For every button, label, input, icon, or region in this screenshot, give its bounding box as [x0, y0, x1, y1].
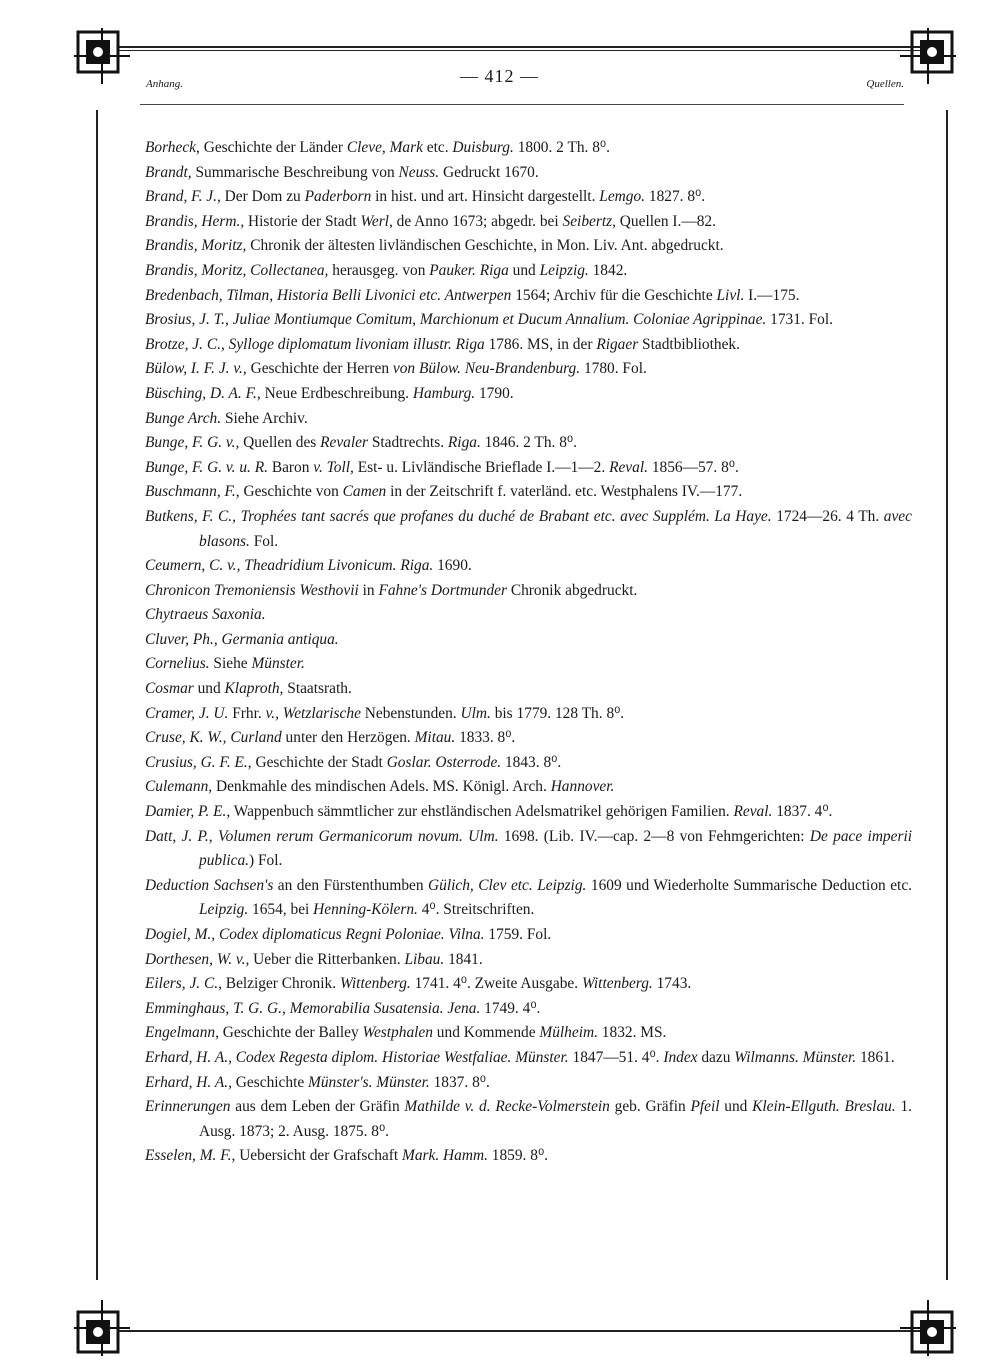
- entry-italic-segment: Paderborn: [304, 188, 372, 206]
- entry-text-segment: Belziger Chronik.: [221, 975, 340, 993]
- entry-italic-segment: Mathilde v. d. Recke-Volmerstein: [404, 1098, 610, 1116]
- entry-italic-segment: Wittenberg.: [339, 975, 411, 993]
- entry-italic-segment: Klein-Ellguth. Breslau.: [752, 1098, 896, 1116]
- entry-text-segment: 1837. 8⁰.: [429, 1073, 490, 1091]
- bibliography-entry: [145, 825, 912, 874]
- entry-text-segment: und: [719, 1098, 753, 1116]
- entry-italic-segment: Leipzig.: [539, 261, 589, 279]
- entry-italic-segment: Wilmanns. Münster.: [734, 1048, 857, 1066]
- entry-text-segment: Est- u. Livländische Brieflade I.—1—2.: [353, 458, 610, 476]
- frame-right-line: [946, 110, 948, 1280]
- entry-italic-segment: Cornelius.: [145, 655, 210, 673]
- entry-italic-segment: Gülich, Clev etc. Leipzig.: [428, 876, 587, 894]
- bibliography-entry: [145, 1095, 912, 1144]
- frame-left-line: [96, 110, 98, 1280]
- entry-text-segment: 1780. Fol.: [580, 360, 647, 378]
- entry-text-segment: 1731. Fol.: [766, 311, 833, 329]
- entry-italic-segment: Culemann,: [145, 778, 213, 796]
- frame-bottom-line: [118, 1330, 930, 1332]
- entry-italic-segment: Buschmann, F.,: [145, 483, 240, 501]
- entry-italic-segment: Brandis, Moritz, Collectanea,: [145, 261, 329, 279]
- bibliography-entry: [145, 579, 912, 604]
- bibliography-entry: [145, 1021, 912, 1046]
- entry-italic-segment: Erhard, H. A., Codex Regesta diplom. Historiae Westfaliae. Münster.: [145, 1048, 569, 1066]
- entry-text-segment: 1832. MS.: [597, 1024, 667, 1042]
- entry-text-segment: 1837. 4⁰.: [772, 803, 833, 821]
- entry-text-segment: Neue Erdbeschreibung.: [260, 384, 413, 402]
- corner-ornament-icon: [70, 1296, 134, 1360]
- entry-text-segment: geb. Gräfin: [609, 1098, 691, 1116]
- entry-text-segment: Denkmahle des mindischen Adels. MS. Königl. Arch.: [212, 778, 551, 796]
- entry-text-segment: Fol.: [249, 532, 279, 550]
- entry-text-segment: Siehe Archiv.: [221, 409, 308, 427]
- bibliography-entry: [145, 456, 912, 481]
- entry-italic-segment: Ulm.: [460, 704, 491, 722]
- entry-italic-segment: Leipzig.: [199, 901, 249, 919]
- entry-italic-segment: Camen: [342, 483, 387, 501]
- entry-text-segment: und: [508, 261, 540, 279]
- entry-text-segment: Historie der Stadt: [244, 212, 361, 230]
- entry-text-segment: 1861.: [856, 1048, 895, 1066]
- entry-text-segment: 1790.: [475, 384, 514, 402]
- bibliography-entry: [145, 751, 912, 776]
- entry-text-segment: 1759. Fol.: [484, 926, 552, 943]
- entry-italic-segment: Münster.: [251, 655, 305, 673]
- entry-italic-segment: Libau.: [404, 950, 445, 968]
- page-number: — 412 —: [460, 66, 539, 86]
- entry-italic-segment: Westphalen: [362, 1024, 433, 1042]
- bibliography-entry: [145, 702, 912, 727]
- entry-text-segment: de Anno 1673; abgedr. bei: [392, 212, 563, 230]
- entry-text-segment: 1749. 4⁰.: [480, 999, 541, 1017]
- bibliography-entry: [145, 775, 912, 800]
- entry-text-segment: 1841.: [444, 950, 483, 968]
- entry-italic-segment: Brand, F. J.,: [145, 188, 221, 206]
- bibliography-entry: [145, 1046, 912, 1071]
- entry-text-segment: Staatsrath.: [283, 680, 352, 698]
- bibliography-entry: [145, 1144, 912, 1169]
- entry-text-segment: Stadtrechts.: [367, 434, 448, 452]
- entry-text-segment: unter den Herzögen.: [281, 729, 415, 747]
- entry-text-segment: 1856—57. 8⁰.: [647, 458, 739, 476]
- bibliography-entry: [145, 259, 912, 284]
- entry-italic-segment: Erinnerungen: [145, 1098, 231, 1116]
- entry-italic-segment: Chytraeus Saxonia.: [145, 606, 266, 624]
- entry-text-segment: 1724—26. 4 Th.: [771, 507, 884, 525]
- entry-italic-segment: Klaproth,: [224, 680, 284, 698]
- entry-italic-segment: Deduction Sachsen's: [145, 876, 274, 894]
- entry-text-segment: Gedruckt 1670.: [439, 163, 539, 181]
- bibliography-entry: [145, 677, 912, 702]
- entry-italic-segment: Pfeil: [690, 1098, 720, 1116]
- entry-italic-segment: Riga: [479, 261, 509, 279]
- bibliography-entry: [145, 923, 912, 948]
- bibliography-entry: [145, 1071, 912, 1096]
- entry-italic-segment: Brandt,: [145, 163, 192, 181]
- running-header: [140, 64, 904, 104]
- entry-text-segment: Geschichte der Stadt: [251, 753, 387, 771]
- entry-italic-segment: Engelmann,: [145, 1024, 219, 1042]
- entry-italic-segment: Index: [663, 1048, 698, 1066]
- entry-text-segment: und: [193, 680, 225, 698]
- entry-text-segment: Geschichte der Länder: [199, 139, 347, 156]
- entry-italic-segment: Brandis, Herm.,: [145, 212, 245, 230]
- entry-text-segment: 1. Ausg. 1873; 2. Ausg. 1875. 8⁰.: [199, 1098, 912, 1140]
- entry-italic-segment: Borheck,: [145, 139, 200, 156]
- bibliography-entry: [145, 357, 912, 382]
- bibliography-entry: [145, 308, 912, 333]
- entry-italic-segment: Cluver, Ph., Germania antiqua.: [145, 630, 339, 648]
- entry-text-segment: herausgeg. von: [328, 261, 430, 279]
- header-rule: [140, 104, 904, 105]
- entry-text-segment: Siehe: [209, 655, 252, 673]
- entry-italic-segment: Mark. Hamm.: [402, 1147, 488, 1165]
- entry-text-segment: Stadtbibliothek.: [638, 335, 740, 353]
- entry-text-segment: I.—175.: [744, 286, 800, 304]
- entry-text-segment: etc.: [422, 139, 453, 156]
- entry-text-segment: dazu: [697, 1048, 735, 1066]
- frame-top-line: [118, 46, 930, 48]
- bibliography-entry: [145, 234, 912, 259]
- bibliography-entry: [145, 948, 912, 973]
- entry-text-segment: 1564; Archiv für die Geschichte: [511, 286, 717, 304]
- entry-italic-segment: avec blasons.: [199, 507, 912, 550]
- entry-italic-segment: v. Toll,: [313, 458, 354, 476]
- entry-italic-segment: Büsching, D. A. F.,: [145, 384, 261, 402]
- entry-text-segment: Summarische Beschreibung von: [191, 163, 399, 181]
- entry-italic-segment: Bunge Arch.: [145, 409, 222, 427]
- frame-top-line-inner: [118, 50, 930, 51]
- entry-italic-segment: Seibertz,: [562, 212, 616, 230]
- entry-italic-segment: Livl.: [716, 286, 745, 304]
- entry-text-segment: 1743.: [652, 975, 692, 993]
- entry-italic-segment: Dogiel, M., Codex diplomaticus Regni Poloniae. Vilna.: [145, 926, 485, 943]
- entry-text-segment: 1741. 4⁰. Zweite Ausgabe.: [410, 975, 582, 993]
- entry-text-segment: Der Dom zu: [220, 188, 305, 206]
- entry-text-segment: 1800. 2 Th. 8⁰.: [513, 139, 610, 156]
- entry-italic-segment: Bunge, F. G. v.,: [145, 434, 240, 452]
- entry-italic-segment: Dorthesen, W. v.,: [145, 950, 250, 968]
- entry-italic-segment: von Bülow. Neu-Brandenburg.: [392, 360, 581, 378]
- entry-text-segment: Baron: [267, 458, 314, 476]
- bibliography-entry: [145, 726, 912, 751]
- entry-text-segment: Geschichte der Balley: [218, 1024, 363, 1042]
- corner-ornament-icon: [896, 24, 960, 88]
- corner-ornament-icon: [70, 24, 134, 88]
- entry-italic-segment: Erhard, H. A.,: [145, 1073, 232, 1091]
- entry-italic-segment: Reval.: [609, 458, 648, 476]
- entry-text-segment: 1609 und Wiederholte Summarische Deduction etc.: [586, 876, 912, 894]
- entry-italic-segment: Riga.: [447, 434, 481, 452]
- entry-text-segment: Chronik abgedruckt.: [506, 581, 638, 599]
- entry-text-segment: Frhr.: [228, 704, 266, 722]
- entry-italic-segment: Rigaer: [596, 335, 639, 353]
- entry-italic-segment: Eilers, J. C.,: [145, 975, 222, 993]
- entry-italic-segment: Ceumern, C. v., Theadridium Livonicum. Riga.: [145, 557, 434, 575]
- entry-text-segment: in der Zeitschrift f. vaterländ. etc. Westphalens IV.—177.: [386, 483, 743, 501]
- entry-italic-segment: v., Wetzlarische: [265, 704, 361, 722]
- entry-italic-segment: Crusius, G. F. E.,: [145, 753, 252, 771]
- entry-italic-segment: Esselen, M. F.,: [145, 1147, 236, 1165]
- entry-italic-segment: Lemgo.: [599, 188, 646, 206]
- entry-italic-segment: Henning-Kölern.: [313, 901, 418, 919]
- entry-text-segment: bis 1779. 128 Th. 8⁰.: [490, 704, 625, 722]
- bibliography-entry: [145, 800, 912, 825]
- bibliography-entry: [145, 161, 912, 186]
- bibliography-entry: [145, 505, 912, 554]
- entry-italic-segment: Datt, J. P., Volumen rerum Germanicorum novum. Ulm.: [145, 827, 499, 845]
- entry-italic-segment: Wittenberg.: [581, 975, 653, 993]
- bibliography-entry: [145, 136, 912, 161]
- entry-italic-segment: Bredenbach, Tilman, Historia Belli Livonici etc. Antwerpen: [145, 286, 512, 304]
- entry-text-segment: Quellen des: [239, 434, 321, 452]
- running-head-left: Anhang.: [146, 78, 183, 90]
- entry-text-segment: 1654, bei: [248, 901, 314, 919]
- bibliography-entry: [145, 333, 912, 358]
- entry-italic-segment: Bunge, F. G. v. u. R.: [145, 458, 268, 476]
- entry-italic-segment: Goslar. Osterrode.: [386, 753, 502, 771]
- entry-italic-segment: Münster's. Münster.: [308, 1073, 430, 1091]
- entry-italic-segment: Butkens, F. C., Trophées tant sacrés que profanes du duché de Brabant etc. avec Supplém. La Haye.: [145, 507, 772, 525]
- entry-text-segment: 1690.: [433, 557, 472, 575]
- entry-text-segment: 1698. (Lib. IV.—cap. 2—8 von Fehmgerichten:: [498, 827, 810, 845]
- bibliography-entry: [145, 210, 912, 235]
- bibliography-entry: [145, 628, 912, 653]
- entry-italic-segment: Chronicon Tremoniensis Westhovii: [145, 581, 359, 599]
- entry-italic-segment: Mitau.: [414, 729, 456, 747]
- entry-text-segment: 1859. 8⁰.: [487, 1147, 548, 1165]
- entry-italic-segment: Mülheim.: [539, 1024, 598, 1042]
- bibliography-entry: [145, 382, 912, 407]
- entry-text-segment: Nebenstunden.: [360, 704, 461, 722]
- entry-italic-segment: Brandis, Moritz,: [145, 237, 247, 255]
- entry-italic-segment: Hannover.: [550, 778, 615, 796]
- bibliography-entry: [145, 554, 912, 579]
- bibliography-entry: [145, 185, 912, 210]
- corner-ornament-icon: [896, 1296, 960, 1360]
- entry-italic-segment: Reval.: [733, 803, 773, 821]
- entry-text-segment: Quellen I.—82.: [615, 212, 716, 230]
- entry-italic-segment: Brosius, J. T., Juliae Montiumque Comitum, Marchionum et Ducum Annalium. Coloniae Agrippinae.: [145, 311, 767, 329]
- entry-italic-segment: Fahne's Dortmunder: [378, 581, 507, 599]
- entry-text-segment: 1847—51. 4⁰.: [568, 1048, 664, 1066]
- entry-text-segment: Chronik der ältesten livländischen Geschichte, in Mon. Liv. Ant. abgedruckt.: [246, 237, 724, 255]
- entry-italic-segment: Pauker.: [429, 261, 476, 279]
- entry-italic-segment: Bülow, I. F. J. v.,: [145, 360, 247, 378]
- entry-italic-segment: Damier, P. E.,: [145, 803, 231, 821]
- bibliography-entry: [145, 407, 912, 432]
- entry-text-segment: Wappenbuch sämmtlicher zur ehstländischen Adelsmatrikel gehörigen Familien.: [230, 803, 734, 821]
- bibliography-entry: [145, 431, 912, 456]
- entry-italic-segment: Brotze, J. C., Sylloge diplomatum livoniam illustr. Riga: [145, 335, 485, 353]
- entry-text-segment: 1786. MS, in der: [484, 335, 597, 353]
- entry-text-segment: Ueber die Ritterbanken.: [249, 950, 405, 968]
- bibliography-entry: [145, 480, 912, 505]
- bibliography-entry: [145, 972, 912, 997]
- entry-text-segment: ) Fol.: [249, 852, 283, 870]
- entry-text-segment: Geschichte: [231, 1073, 309, 1091]
- entry-text-segment: in: [358, 581, 379, 599]
- bibliography-entry: [145, 284, 912, 309]
- entry-text-segment: 1833. 8⁰.: [455, 729, 516, 747]
- entry-text-segment: 1846. 2 Th. 8⁰.: [480, 434, 577, 452]
- running-head-right: Quellen.: [866, 78, 904, 90]
- entry-text-segment: Uebersicht der Grafschaft: [235, 1147, 402, 1165]
- bibliography-list: [145, 136, 912, 1169]
- entry-italic-segment: Duisburg.: [452, 139, 514, 156]
- bibliography-entry: [145, 997, 912, 1022]
- entry-italic-segment: Hamburg.: [412, 384, 476, 402]
- entry-italic-segment: Werl,: [360, 212, 393, 230]
- entry-italic-segment: Emminghaus, T. G. G., Memorabilia Susatensia. Jena.: [145, 999, 481, 1017]
- entry-italic-segment: Cramer, J. U.: [145, 704, 229, 722]
- entry-italic-segment: Cruse, K. W., Curland: [145, 729, 282, 747]
- entry-text-segment: 4⁰. Streitschriften.: [417, 901, 535, 919]
- entry-text-segment: 1842.: [588, 261, 628, 279]
- entry-text-segment: an den Fürstenthumben: [273, 876, 429, 894]
- bibliography-entry: [145, 603, 912, 628]
- entry-text-segment: 1843. 8⁰.: [501, 753, 562, 771]
- entry-text-segment: 1827. 8⁰.: [645, 188, 706, 206]
- entry-italic-segment: Neuss.: [398, 163, 440, 181]
- entry-text-segment: Geschichte von: [239, 483, 343, 501]
- entry-italic-segment: Cosmar: [145, 680, 194, 698]
- entry-text-segment: aus dem Leben der Gräfin: [230, 1098, 405, 1116]
- entry-text-segment: in hist. und art. Hinsicht dargestellt.: [371, 188, 600, 206]
- entry-italic-segment: De pace imperii publica.: [199, 827, 912, 870]
- entry-italic-segment: Cleve, Mark: [346, 139, 423, 156]
- bibliography-entry: [145, 652, 912, 677]
- entry-text-segment: und Kommende: [432, 1024, 540, 1042]
- entry-italic-segment: Revaler: [320, 434, 368, 452]
- bibliography-entry: [145, 874, 912, 923]
- entry-text-segment: Geschichte der Herren: [246, 360, 393, 378]
